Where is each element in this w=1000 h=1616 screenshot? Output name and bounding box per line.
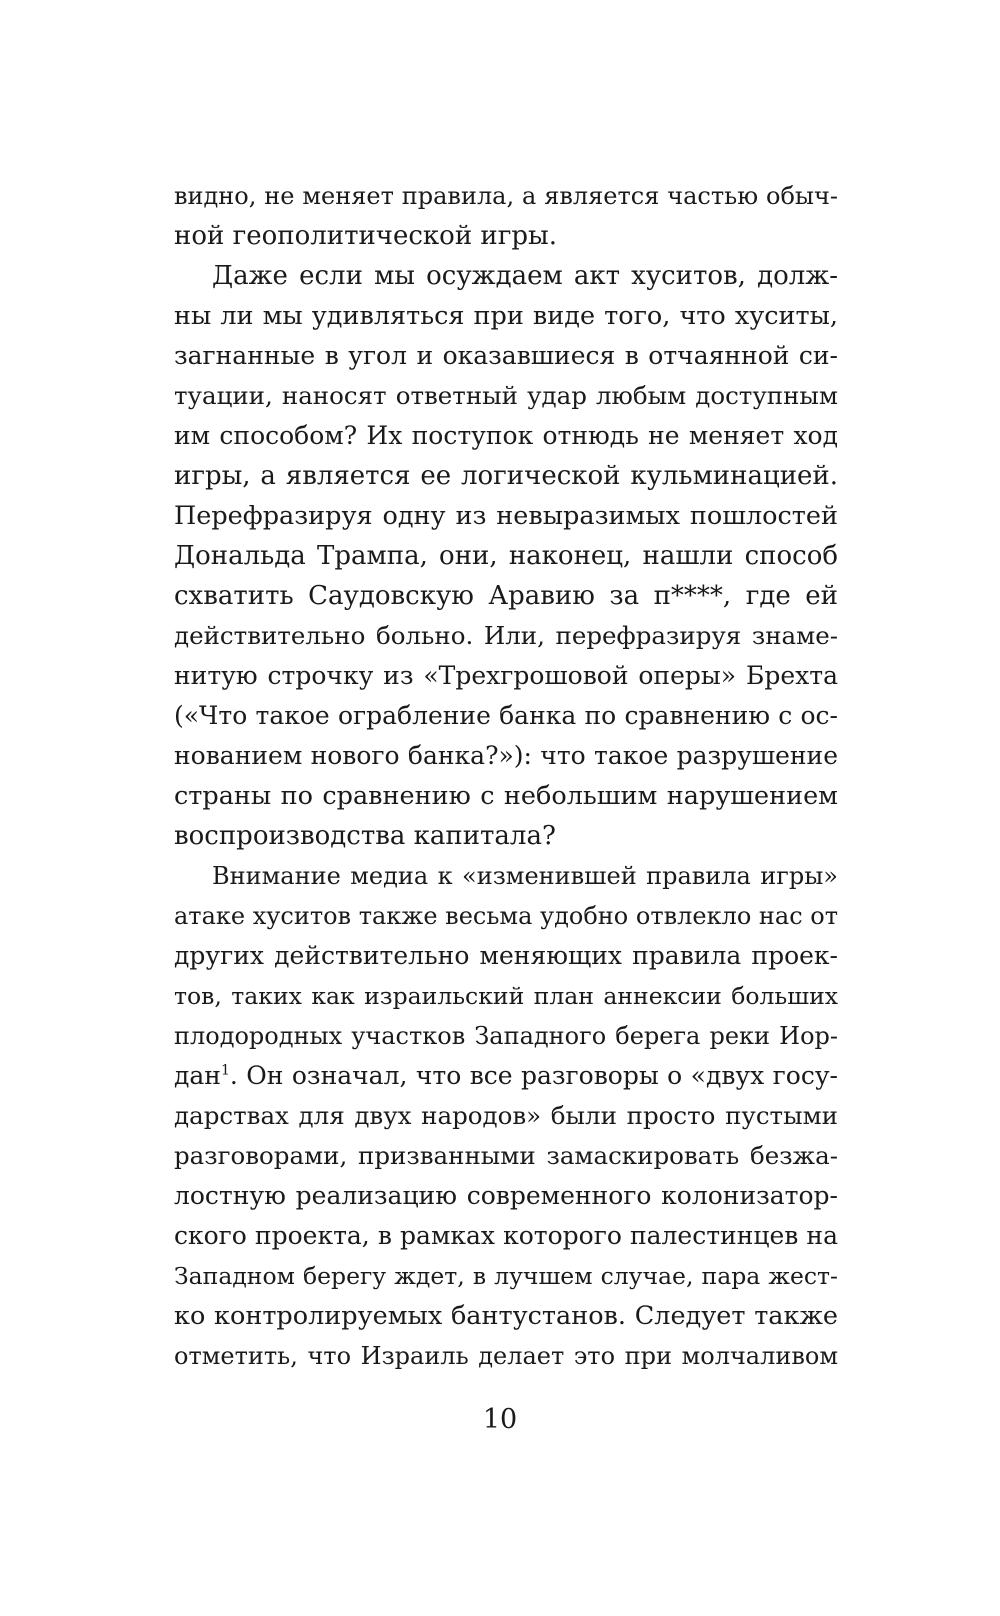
text-line-with-footnote [174,1056,838,1096]
text-line: дарствах для двух народов» были просто пустыми [174,1101,838,1130]
text-line: Западном берегу ждет, в лучшем случае, пара жест- [174,1262,838,1290]
text-line: схватить Саудовскую Аравию за п****, где ей [174,581,838,611]
text-line: видно, не меняет правила, а является частью обыч- [174,182,838,210]
body-text [174,176,838,1376]
text-line: плодородных участков Западного берега реки Иор- [174,1022,838,1050]
text-line: ны ли мы удивляться при виде того, что хуситы, [174,301,838,331]
text-line: действительно больно. Или, перефразируя знаме- [174,621,838,650]
text-line: Перефразируя одну из невыразимых пошлостей [174,501,838,531]
text-line: туации, наносят ответный удар любым доступным [174,381,838,410]
text-line: нованием нового банка?»): что такое разрушение [174,741,838,770]
text-line: Внимание медиа к «изменившей правила игры» [212,862,838,890]
text-line: («Что такое ограбление банка по сравнению с ос- [174,701,838,730]
text-line: страны по сравнению с небольшим нарушением [174,781,838,811]
text-line: игры, а является ее логической кульминацией. [174,461,838,491]
text-line: отметить, что Израиль делает это при молчаливом [174,1342,838,1370]
text-line: разговорами, призванными замаскировать безжа- [174,1141,838,1170]
text-line: нитую строчку из «Трехгрошовой оперы» Брехта [174,661,838,690]
text-line: ко контролируемых бантустанов. Следует также [174,1301,838,1331]
text-line: ной геополитической игры. [174,221,557,251]
text-line: загнанные в угол и оказавшиеся в отчаянной си- [174,341,838,370]
text-line: Даже если мы осуждаем акт хуситов, долж- [212,261,838,291]
text-line: тов, таких как израильский план аннексии больших [174,982,838,1010]
text-fragment: дан [174,1061,221,1090]
footnote-marker[interactable]: 1 [220,1062,230,1079]
text-line: воспроизводства капитала? [174,821,556,851]
text-line: ского проекта, в рамках которого палестинцев на [174,1221,838,1250]
text-line: им способом? Их поступок отнюдь не меняет ход [174,421,838,450]
text-line: атаке хуситов также весьма удобно отвлекло нас от [174,902,838,930]
text-line: других действительно меняющих правила проек- [174,941,838,970]
text-fragment: . Он означал, что все разговоры о «двух госу- [229,1061,838,1090]
text-line: Дональда Трампа, они, наконец, нашли способ [174,541,838,571]
text-line: лостную реализацию современного колонизатор- [174,1181,838,1210]
page-number: 10 [482,1404,518,1435]
